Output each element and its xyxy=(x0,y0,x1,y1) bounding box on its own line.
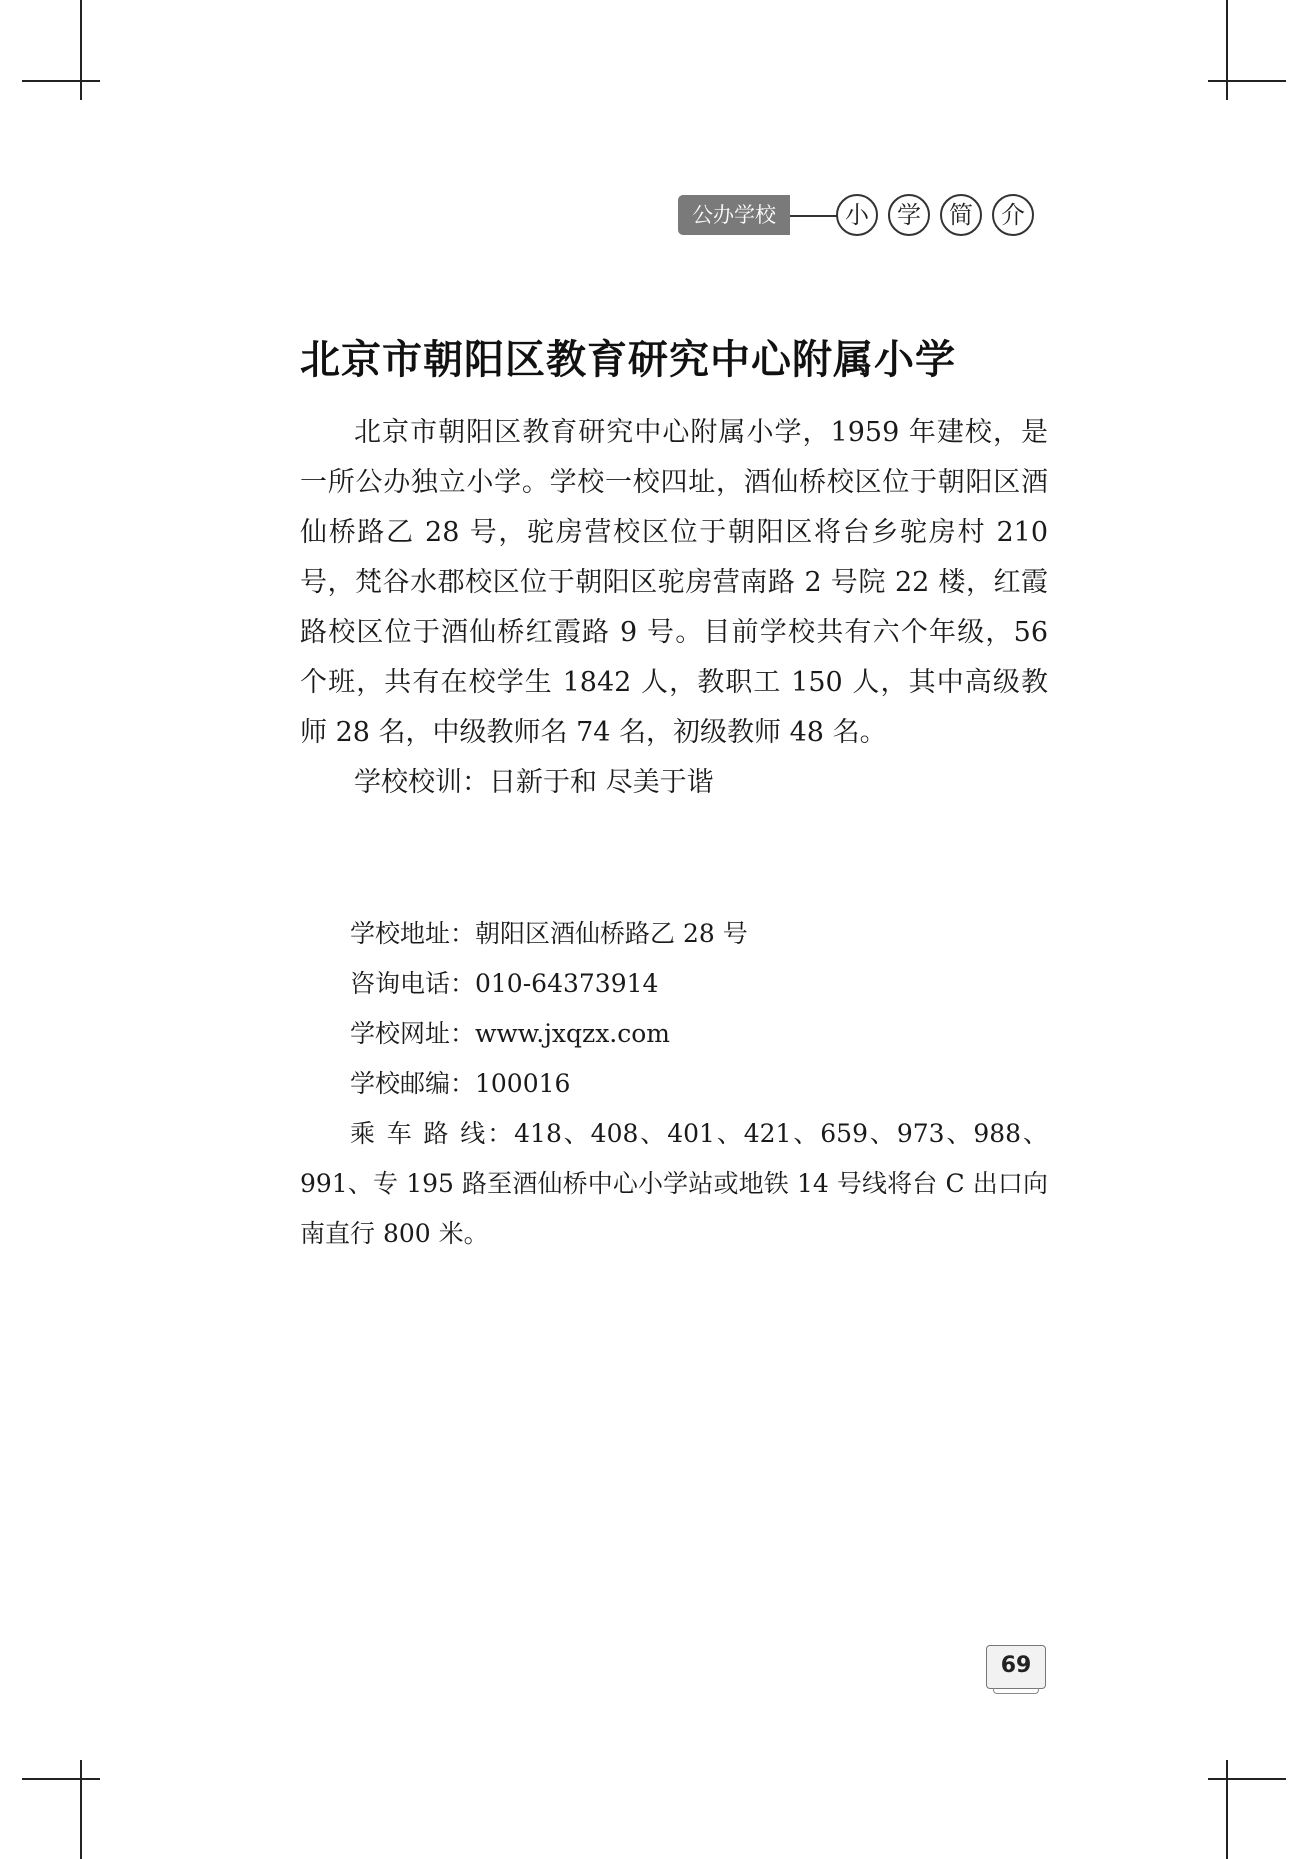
page-number: 69 xyxy=(986,1645,1046,1689)
school-motto: 学校校训：日新于和 尽美于谐 xyxy=(354,767,714,798)
crop-mark-bottom-left-v xyxy=(80,1760,82,1859)
school-website: 学校网址：www.jxqzx.com xyxy=(350,1019,671,1048)
school-intro xyxy=(300,408,1048,808)
crop-mark-top-right-h xyxy=(1208,80,1286,82)
crop-mark-top-left-v xyxy=(80,0,82,100)
intro-paragraph: 北京市朝阳区教育研究中心附属小学，1959 年建校，是一所公办独立小学。学校一校四址，酒仙桥校区位于朝阳区酒仙桥路乙 28 号，驼房营校区位于朝阳区将台乡驼房村 210 号，梵谷水郡校区位于朝阳区驼房营南路 2 号院 22 楼，红霞路校区位于酒仙桥红霞路 9 号。目前学校共有六个年级，56 个班，共有在校学生 1842 人，教职工 150 人，其中高级教师 28 名，中级教师名 74 名，初级教师 48 名。 xyxy=(300,417,1048,748)
header-connector-line xyxy=(790,215,838,217)
crop-mark-bottom-right-v xyxy=(1226,1760,1228,1859)
series-title-char-4: 介 xyxy=(992,194,1034,236)
series-title-char-1: 小 xyxy=(836,194,878,236)
page-title: 北京市朝阳区教育研究中心附属小学 xyxy=(300,337,956,383)
school-address: 学校地址：朝阳区酒仙桥路乙 28 号 xyxy=(350,919,748,948)
series-title-char-2: 学 xyxy=(888,194,930,236)
section-tag: 公办学校 xyxy=(678,195,790,235)
series-title-char-3: 简 xyxy=(940,194,982,236)
school-phone: 咨询电话：010-64373914 xyxy=(350,969,659,998)
running-header xyxy=(678,192,1048,240)
crop-mark-top-left-h xyxy=(22,80,100,82)
school-info xyxy=(300,909,1048,1259)
crop-mark-bottom-left-h xyxy=(22,1778,100,1780)
crop-mark-bottom-right-h xyxy=(1208,1778,1286,1780)
school-postcode: 学校邮编：100016 xyxy=(350,1069,571,1098)
bus-route: 乘 车 路 线：418、408、401、421、659、973、988、991、专 195 路至酒仙桥中心小学站或地铁 14 号线将台 C 出口向南直行 800 米。 xyxy=(300,1119,1048,1248)
crop-mark-top-right-v xyxy=(1226,0,1228,100)
